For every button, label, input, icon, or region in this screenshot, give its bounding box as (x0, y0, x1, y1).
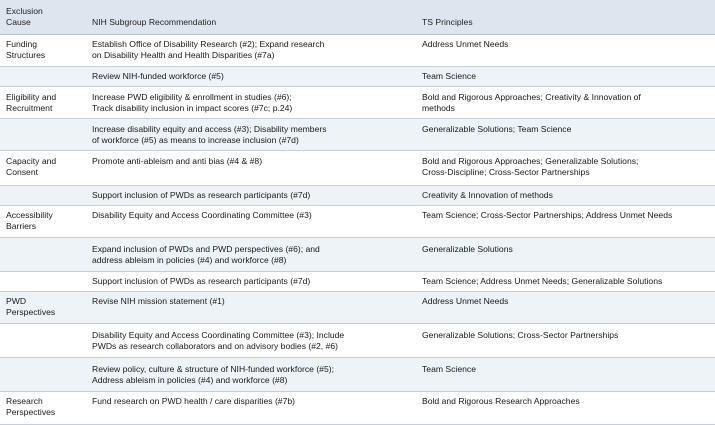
recommendation-line: Support inclusion of PWDs as research participants (#7d) (92, 190, 311, 200)
cause-line: Eligibility and (6, 92, 57, 102)
recommendation-line: address ableism in policies (#4) and workforce (#8) (92, 255, 287, 265)
recommendation-line: Review policy, culture & structure of NIH-funded workforce (#5); (92, 364, 334, 374)
cause-line: Perspectives (6, 307, 56, 317)
table-row (0, 358, 715, 392)
recommendation-line: Expand inclusion of PWDs and PWD perspectives (#6); and (92, 244, 320, 254)
cause-line: Accessibility (6, 210, 53, 220)
table-row (0, 206, 715, 238)
ts-principle-line: Team Science; Address Unmet Needs; Generalizable Solutions (422, 276, 663, 286)
recommendation-line: Disability Equity and Access Coordinating Committee (#3); Include (92, 330, 345, 340)
table-row (0, 67, 715, 87)
ts-principle-line: Cross-Discipline; Cross-Sector Partnerships (422, 167, 590, 177)
cause-line: Recruitment (6, 103, 53, 113)
recommendation-line: Review NIH-funded workforce (#5) (92, 71, 224, 81)
ts-principle-line: Address Unmet Needs (422, 296, 509, 306)
table-row (0, 87, 715, 119)
ts-principle-line: methods (422, 103, 455, 113)
table-row (0, 324, 715, 358)
ts-principle-line: Generalizable Solutions; Team Science (422, 124, 572, 134)
ts-principle-line: Bold and Rigorous Approaches; Generalizable Solutions; (422, 156, 639, 166)
ts-principle-line: Generalizable Solutions; Cross-Sector Partnerships (422, 330, 619, 340)
table-row (0, 392, 715, 425)
recommendation-line: on Disability Health and Health Disparities (#7a) (92, 50, 275, 60)
header-exclusion-line2: Cause (6, 17, 31, 27)
recommendation-line: Increase PWD eligibility & enrollment in studies (#6); (92, 92, 292, 102)
ts-principle-line: Address Unmet Needs (422, 39, 509, 49)
table-row (0, 272, 715, 292)
ts-principle-line: Team Science (422, 364, 476, 374)
cause-line: Barriers (6, 221, 37, 231)
recommendation-line: Establish Office of Disability Research (#2); Expand research (92, 39, 325, 49)
cause-line: Perspectives (6, 407, 56, 417)
table-row (0, 34, 715, 67)
ts-principle-line: Creativity & Innovation of methods (422, 190, 553, 200)
cause-line: Structures (6, 50, 46, 60)
recommendation-line: Promote anti-ableism and anti bias (#4 & #8) (92, 156, 263, 166)
table-row (0, 151, 715, 186)
table-row (0, 119, 715, 151)
table-row (0, 292, 715, 324)
header-exclusion-line1: Exclusion (6, 6, 43, 16)
ts-principle-line: Team Science; Cross-Sector Partnerships; Address Unmet Needs (422, 210, 673, 220)
recommendation-line: Increase disability equity and access (#3); Disability members (92, 124, 327, 134)
recommendation-line: Address ableism in policies (#4) and workforce (#8) (92, 375, 288, 385)
header-nih-recommendation: NIH Subgroup Recommendation (92, 17, 217, 27)
ts-principle-line: Bold and Rigorous Approaches; Creativity & Innovation of (422, 92, 641, 102)
header-ts-principles: TS Principles (422, 17, 473, 27)
recommendation-line: PWDs as research collaborators and on advisory bodies (#2, #6) (92, 341, 338, 351)
recommendation-line: Track disability inclusion in impact scores (#7c; p.24) (92, 103, 293, 113)
table-header (0, 0, 715, 35)
ts-principle-line: Generalizable Solutions (422, 244, 513, 254)
table-row (0, 186, 715, 206)
recommendation-line: Revise NIH mission statement (#1) (92, 296, 225, 306)
cause-line: Funding (6, 39, 38, 49)
ts-principle-line: Team Science (422, 71, 476, 81)
cause-line: PWD (6, 296, 27, 306)
recommendation-line: Disability Equity and Access Coordinating Committee (#3) (92, 210, 312, 220)
cause-line: Consent (6, 167, 39, 177)
cause-line: Research (6, 396, 43, 406)
cause-line: Capacity and (6, 156, 57, 166)
table-row (0, 238, 715, 272)
recommendation-line: Fund research on PWD health / care disparities (#7b) (92, 396, 296, 406)
recommendation-line: Support inclusion of PWDs as research participants (#7d) (92, 276, 311, 286)
recommendation-line: of workforce (#5) as means to increase inclusion (#7d) (92, 135, 299, 145)
ts-principle-line: Bold and Rigorous Research Approaches (422, 396, 580, 406)
